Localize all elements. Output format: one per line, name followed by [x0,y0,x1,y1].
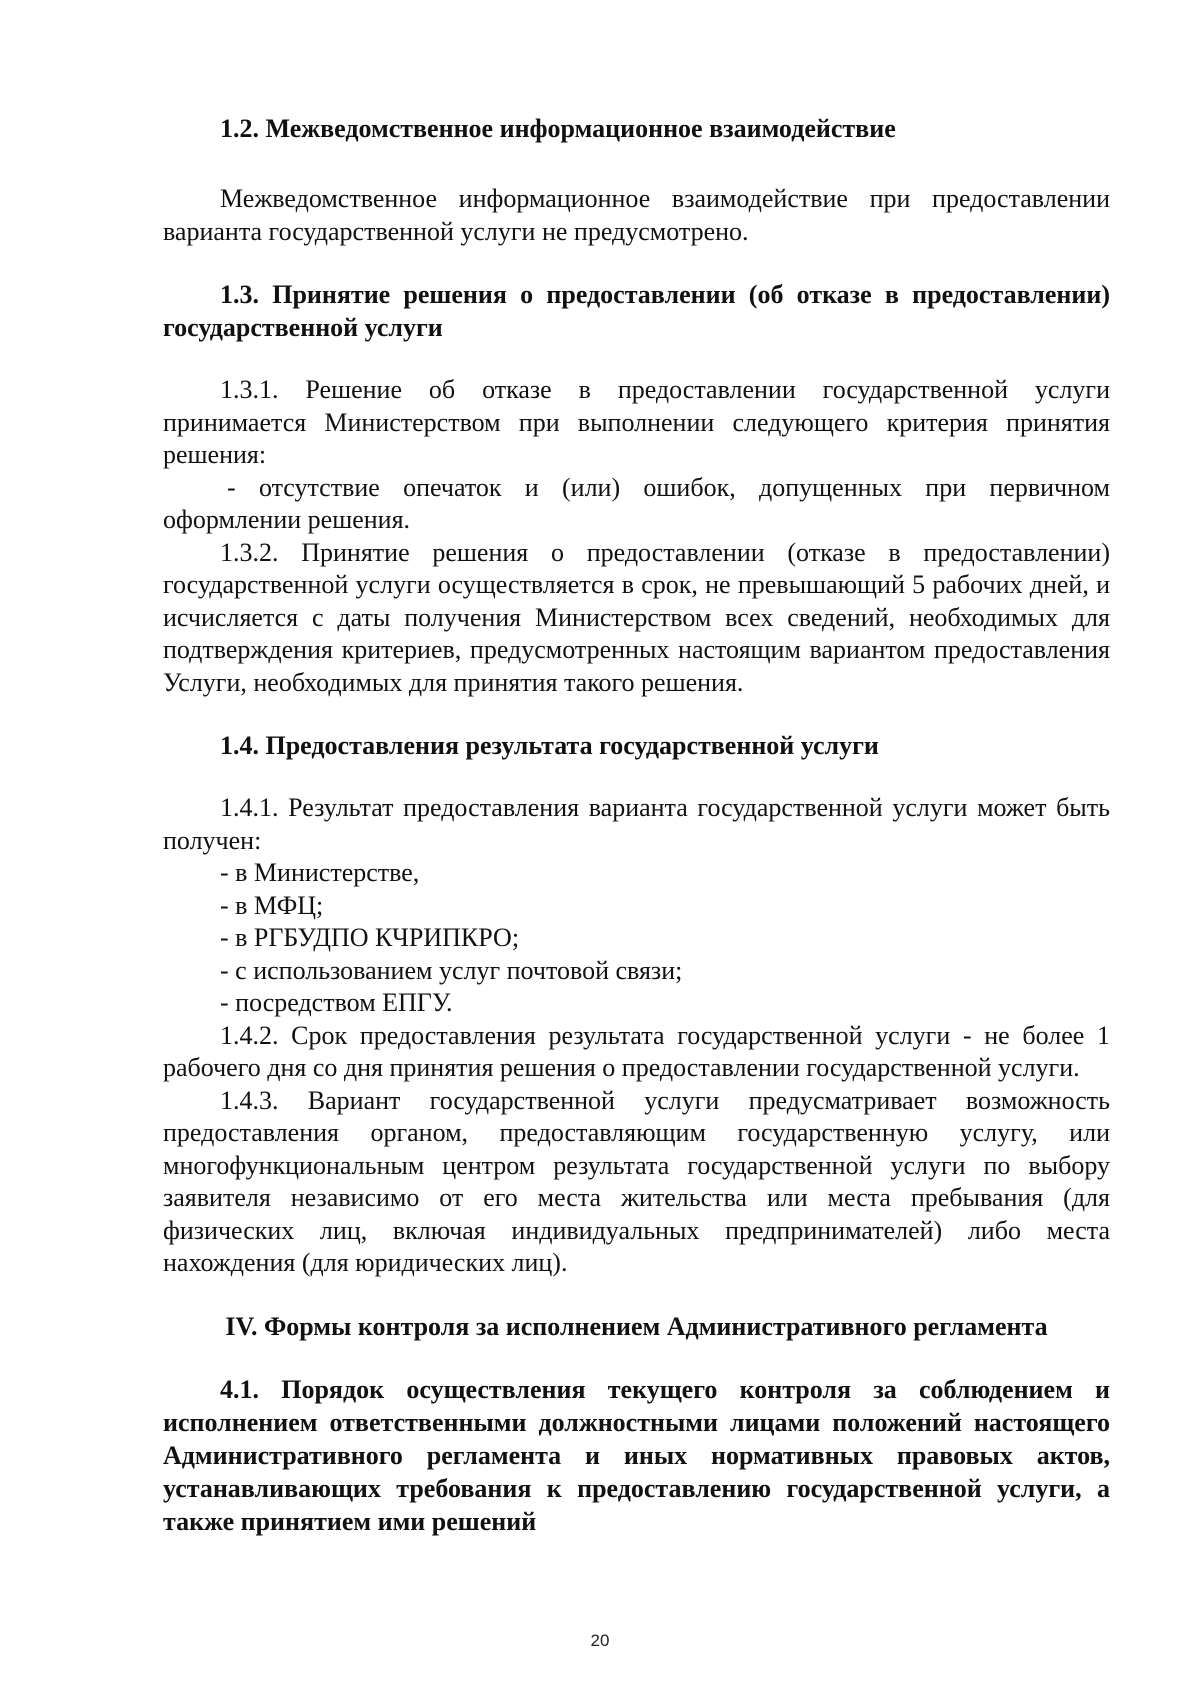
paragraph-1-4-1: 1.4.1. Результат предоставления варианта государственной услуги может быть получен: [163,793,1110,855]
list-item: - в РГБУДПО КЧРИПКРО; [220,923,520,952]
list-item: - посредством ЕПГУ. [220,988,453,1017]
paragraph-1-3-1: 1.3.1. Решение об отказе в предоставлении государственной услуги принимается Министерством при выполнении следующего критерия принятия решения: [163,375,1110,469]
paragraph-1-3-2: 1.3.2. Принятие решения о предоставлении (отказе в предоставлении) государственной услуги осуществляется в срок, не превышающий 5 рабочих дней, и исчисляется с даты получения Министерством всех сведений, необходимых для подтверждения критериев, предусмотренных настоящим вариантом предоставления Услуги, необходимых для принятия такого решения. [163,537,1110,697]
paragraph-1-4-3: 1.4.3. Вариант государственной услуги предусматривает возможность предоставления органом, предоставляющим государственную услугу, или многофункциональным центром результата государственной услуги по выбору заявителя независимо от его места жительства или места пребывания (для физических лиц, включая индивидуальных предпринимателей) либо места нахождения (для юридических лиц). [163,1085,1110,1277]
paragraph-1-4-2: 1.4.2. Срок предоставления результата государственной услуги - не более 1 рабочего дня со дня принятия решения о предоставлении государственной услуги. [163,1020,1110,1082]
heading-1-4: 1.4. Предоставления результата государственной услуги [220,731,879,760]
page-number: 20 [590,1631,610,1650]
paragraph-1-2: Межведомственное информационное взаимодействие при предоставлении варианта государственной услуги не предусмотрено. [163,184,1110,246]
list-item: - с использованием услуг почтовой связи; [220,955,683,985]
heading-section-iv: IV. Формы контроля за исполнением Административного регламента [225,1311,1048,1341]
criterion-item: - отсутствие опечаток и (или) ошибок, допущенных при первичном оформлении решения. [163,472,1110,534]
heading-4-1: 4.1. Порядок осуществления текущего контроля за соблюдением и исполнением ответственными должностными лицами положений настоящего Административного регламента и иных нормативных правовых актов, устанавливающих требования к предоставлению государственной услуги, а также принятием ими решений [163,1374,1110,1536]
list-item: - в МФЦ; [220,890,324,920]
page-content [163,112,1110,1538]
list-item: - в Министерстве, [220,858,420,887]
heading-1-2: 1.2. Межведомственное информационное взаимодействие [220,114,896,143]
heading-1-3: 1.3. Принятие решения о предоставлении (об отказе в предоставлении) государственной услуги [163,280,1110,342]
